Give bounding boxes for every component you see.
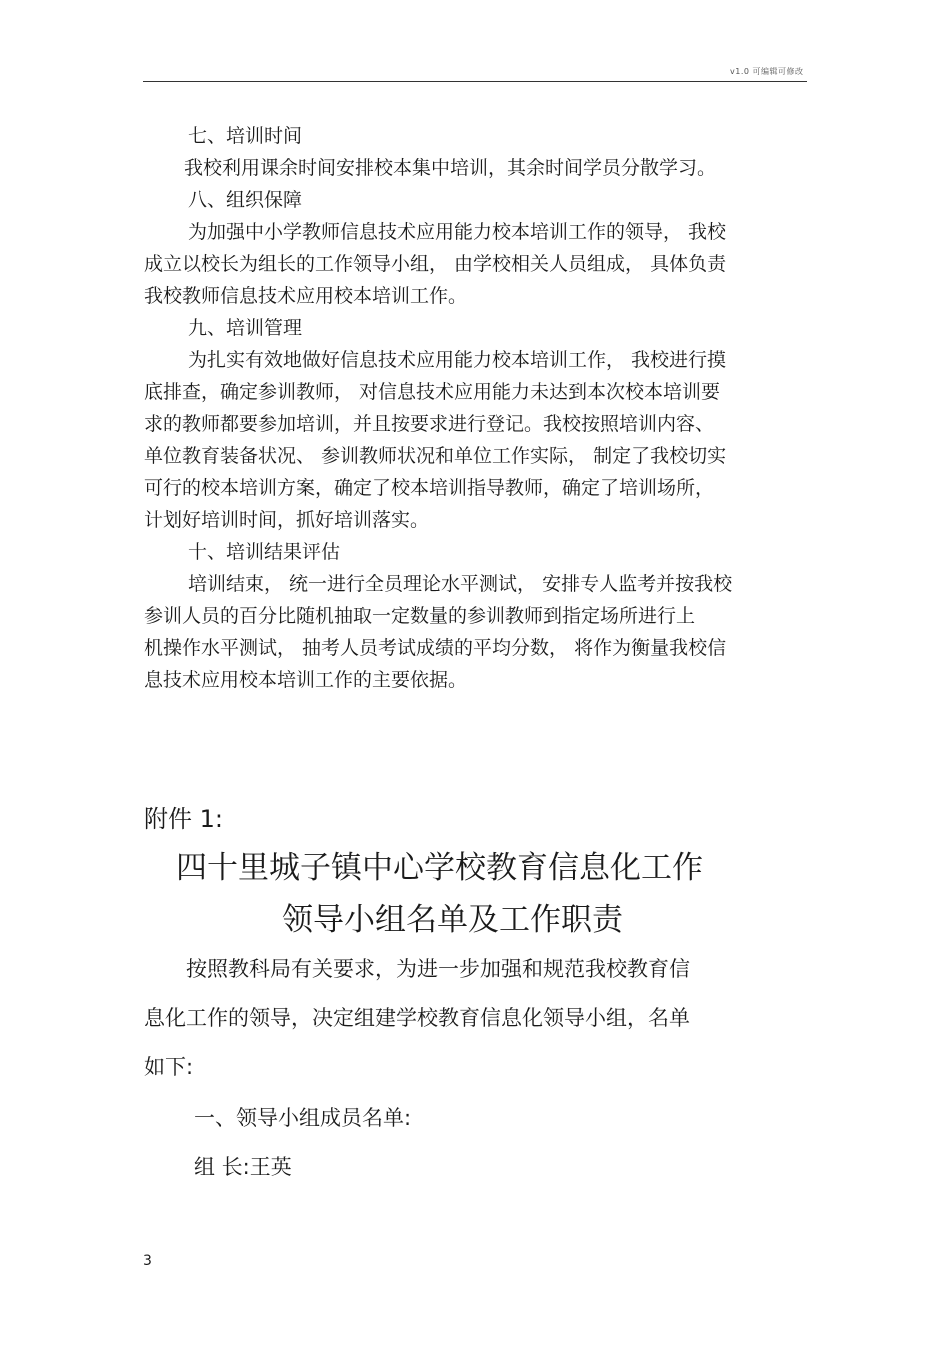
paragraph-line: 为加强中小学教师信息技术应用能力校本培训工作的领导， 我校 <box>188 221 727 243</box>
paragraph-line: 为扎实有效地做好信息技术应用能力校本培训工作， 我校进行摸 <box>188 349 727 371</box>
leader-label <box>194 1154 292 1180</box>
paragraph-line: 计划好培训时间，抓好培训落实。 <box>144 509 430 531</box>
paragraph-line: 培训结束， 统一进行全员理论水平测试， 安排专人监考并按我校 <box>188 573 733 595</box>
member-list-heading: 一、领导小组成员名单: <box>194 1106 412 1130</box>
header-divider <box>143 81 807 82</box>
intro-line: 按照教科局有关要求，为进一步加强和规范我校教育信 <box>186 957 690 981</box>
paragraph-line: 底排查，确定参训教师， 对信息技术应用能力未达到本次校本培训要 <box>144 381 721 403</box>
section-10-heading: 十、培训结果评估 <box>188 541 341 563</box>
paragraph-line: 息技术应用校本培训工作的主要依据。 <box>144 669 468 691</box>
leader-role: 组 长: <box>194 1155 250 1179</box>
paragraph-line: 我校利用课余时间安排校本集中培训，其余时间学员分散学习。 <box>184 157 717 179</box>
intro-line: 如下: <box>144 1055 194 1079</box>
attachment-title-line-1: 四十里城子镇中心学校教育信息化工作 <box>176 850 703 886</box>
section-9-heading: 九、培训管理 <box>188 317 303 339</box>
paragraph-line: 可行的校本培训方案，确定了校本培训指导教师，确定了培训场所， <box>144 477 715 499</box>
paragraph-line: 机操作水平测试， 抽考人员考试成绩的平均分数， 将作为衡量我校信 <box>144 637 727 659</box>
page-number: 3 <box>143 1253 152 1269</box>
leader-name: 王英 <box>249 1155 292 1179</box>
intro-line: 息化工作的领导，决定组建学校教育信息化领导小组，名单 <box>144 1006 690 1030</box>
version-note: v1.0 可编辑可修改 <box>730 67 804 76</box>
paragraph-line: 求的教师都要参加培训，并且按要求进行登记。我校按照培训内容、 <box>144 413 715 435</box>
attachment-title-line-2: 领导小组名单及工作职责 <box>282 902 623 938</box>
paragraph-line: 我校教师信息技术应用校本培训工作。 <box>144 285 468 307</box>
section-8-heading: 八、组织保障 <box>188 189 303 211</box>
attachment-label: 附件 1: <box>144 805 223 833</box>
paragraph-line: 参训人员的百分比随机抽取一定数量的参训教师到指定场所进行上 <box>144 605 696 627</box>
paragraph-line: 成立以校长为组长的工作领导小组， 由学校相关人员组成， 具体负责 <box>144 253 727 275</box>
section-7-heading: 七、培训时间 <box>188 125 303 147</box>
paragraph-line: 单位教育装备状况、 参训教师状况和单位工作实际， 制定了我校切实 <box>144 445 727 467</box>
